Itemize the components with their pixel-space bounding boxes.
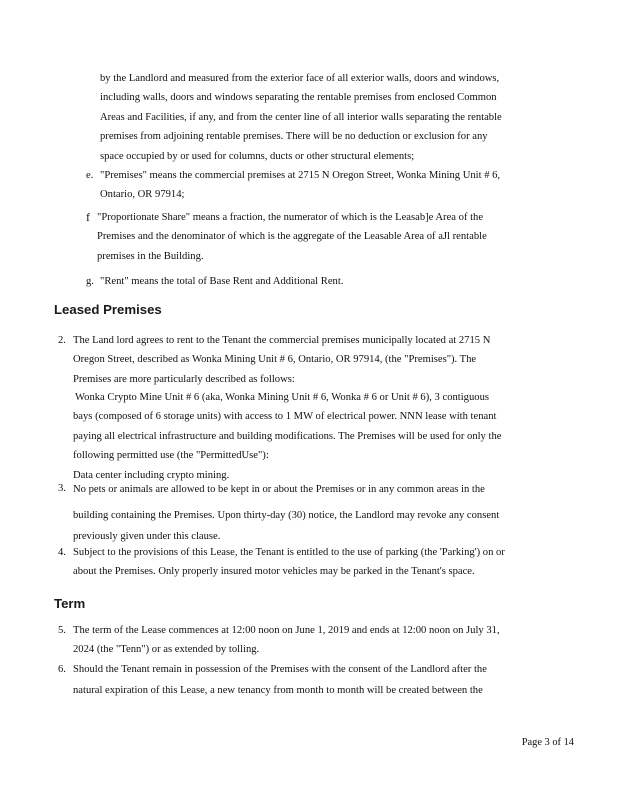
section-heading-term: Term bbox=[54, 596, 86, 611]
clause-number: 3. bbox=[58, 483, 66, 494]
clause-number: 6. bbox=[58, 664, 66, 675]
clause-number: 2. bbox=[58, 335, 66, 346]
page-number: Page 3 of 14 bbox=[521, 737, 574, 748]
list-marker: e. bbox=[86, 170, 94, 181]
clause-term-dates: The term of the Lease commences at 12:00 noon on June 1, 2019 and ends at 12:00 noon on July 31, 2024 (the "Tenn") or as extended by tolling. bbox=[73, 625, 500, 656]
clause-number: 5. bbox=[58, 625, 66, 636]
list-marker: f bbox=[86, 210, 90, 224]
definition-continuation: by the Landlord and measured from the exterior face of all exterior walls, doors and windows, including walls, doors and windows separating the rentable premises from enclosed Common Areas and Facilities, if any, and from the center line of all interior walls separating the rentable premises from adjoining rentable premises. There will be no deduction or exclusion for any space occupied by or used for columns, ducts or other structural elements; bbox=[100, 73, 502, 162]
definition-proportionate-share: "Proportionate Share" means a fraction, the numerator of which is the Leasab]e Area of the Premises and the denominator of which is the aggregate of the Leasable Area of aJl rentable premises in the Building. bbox=[97, 212, 487, 262]
list-marker: g. bbox=[86, 276, 94, 287]
clause-parking: Subject to the provisions of this Lease, the Tenant is entitled to the use of parking (the 'Parking') on or about the Premises. Only properly insured motor vehicles may be parked in the Tenant's space. bbox=[73, 547, 505, 578]
clause-holdover: Should the Tenant remain in possession of the Premises with the consent of the Landlord after the natural expiration of this Lease, a new tenancy from month to month will be created between the bbox=[73, 664, 487, 696]
clause-number: 4. bbox=[58, 547, 66, 558]
premises-description: Wonka Crypto Mine Unit # 6 (aka, Wonka Mining Unit # 6, Wonka # 6 or Unit # 6), 3 contiguous bays (composed of 6 storage units) with access to 1 MW of electrical power. NNN lease with tenant paying all electrical infrastructure and building modifications. The Premises will be used for only the following permitted use (the "PermittedUse"): Data center including crypto mining. bbox=[73, 392, 502, 481]
clause-rent-premises: The Land lord agrees to rent to the Tenant the commercial premises municipally located at 2715 N Oregon Street, described as Wonka Mining Unit # 6, Ontario, OR 97914, (the "Premises"). The Premises are more particularly described as follows: bbox=[73, 335, 491, 385]
section-heading-leased-premises: Leased Premises bbox=[54, 302, 162, 317]
definition-rent: "Rent" means the total of Base Rent and Additional Rent. bbox=[100, 276, 344, 287]
definition-premises: "Premises" means the commercial premises at 2715 N Oregon Street, Wonka Mining Unit # 6, Ontario, OR 97914; bbox=[100, 170, 501, 201]
clause-no-pets: No pets or animals are allowed to be kept in or about the Premises or in any common areas in the building containing the Premises. Upon thirty-day (30) notice, the Landlord may revoke any consent previously given under this clause. bbox=[73, 484, 500, 542]
